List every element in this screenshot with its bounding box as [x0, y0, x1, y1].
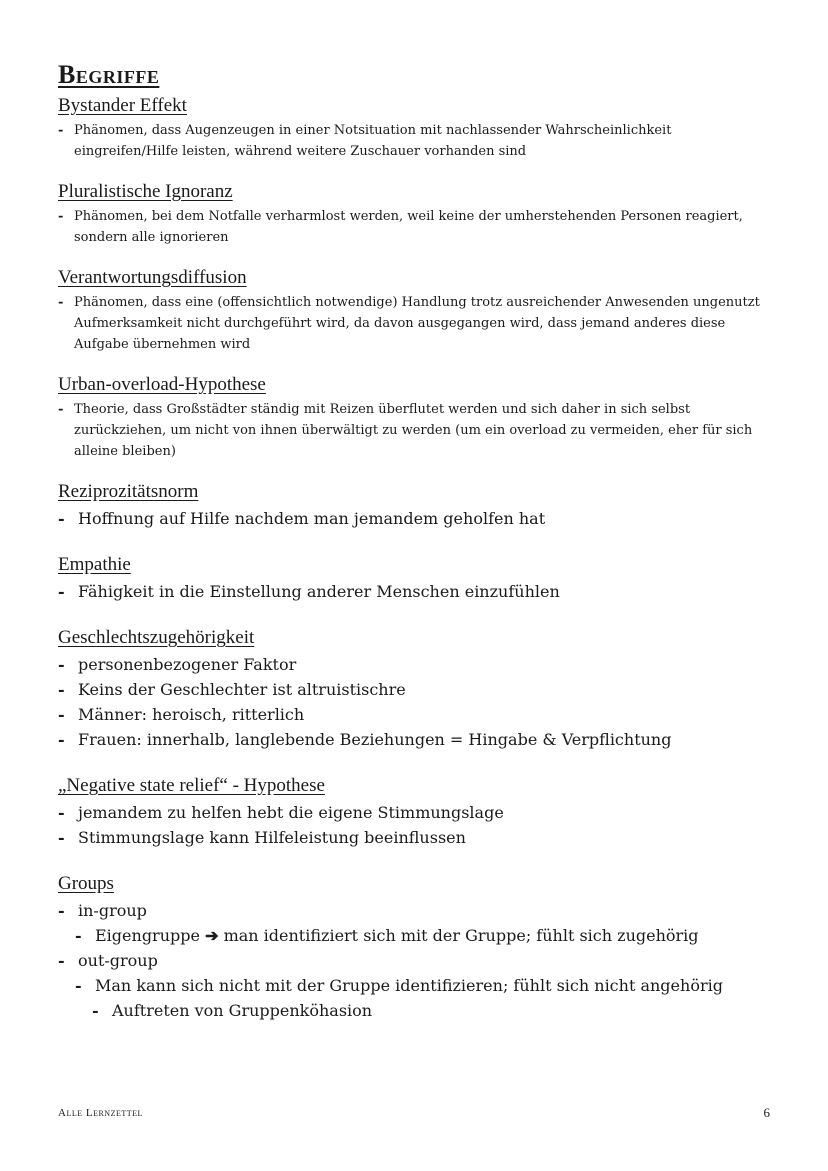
dash-icon: -	[58, 828, 65, 847]
bullet-list	[58, 292, 778, 355]
list-item: - Keins der Geschlechter ist altruistischre	[58, 677, 778, 702]
bullet-list	[58, 506, 778, 531]
section-bystander-effekt	[58, 94, 778, 162]
dash-icon: -	[58, 901, 65, 920]
page-content	[58, 60, 778, 1023]
bullet-list	[58, 579, 778, 604]
section-verantwortungsdiffusion	[58, 266, 778, 355]
list-item: - Frauen: innerhalb, langlebende Beziehungen = Hingabe & Verpflichtung	[58, 727, 778, 752]
list-item: - Phänomen, dass Augenzeugen in einer Notsituation mit nachlassender Wahrscheinlichkeit eingreifen/Hilfe leisten, während weitere Zuschauer vorhanden sind	[58, 120, 778, 162]
bullet-list	[58, 206, 778, 248]
section-empathie	[58, 553, 778, 604]
dash-icon: -	[58, 123, 64, 138]
section-heading: Bystander Effekt	[58, 95, 187, 116]
section-heading: Pluralistische Ignoranz	[58, 181, 233, 202]
dash-icon: -	[58, 705, 65, 724]
dash-icon: -	[75, 926, 82, 945]
section-heading: Empathie	[58, 554, 131, 575]
section-heading: Reziprozitätsnorm	[58, 481, 199, 502]
bullet-list	[58, 898, 778, 1023]
bullet-list	[58, 120, 778, 162]
page-title: Begriffe	[58, 60, 160, 89]
list-item: - Man kann sich nicht mit der Gruppe identifizieren; fühlt sich nicht angehörig	[75, 973, 778, 998]
dash-icon: -	[58, 295, 64, 310]
section-negative-state-relief	[58, 774, 778, 850]
list-item: - Hoffnung auf Hilfe nachdem man jemandem geholfen hat	[58, 506, 778, 531]
list-item: - personenbezogener Faktor	[58, 652, 778, 677]
dash-icon: -	[58, 680, 65, 699]
list-item: - Auftreten von Gruppenköhasion	[92, 998, 778, 1023]
list-item: - Fähigkeit in die Einstellung anderer Menschen einzufühlen	[58, 579, 778, 604]
dash-icon: -	[58, 730, 65, 749]
section-heading: „Negative state relief“ - Hypothese	[58, 775, 325, 796]
list-item: - Männer: heroisch, ritterlich	[58, 702, 778, 727]
list-item: - Phänomen, dass eine (offensichtlich notwendige) Handlung trotz ausreichender Anwesenden ungenutzt Aufmerksamkeit nicht durchgeführt wird, da davon ausgegangen wird, dass jemand anderes diese Aufgabe übernehmen wird	[58, 292, 778, 355]
bullet-list	[58, 399, 778, 462]
list-item: - in-group	[58, 898, 778, 923]
arrow-right-icon: ➔	[205, 926, 219, 945]
dash-icon: -	[75, 976, 82, 995]
footer-label: Alle Lernzettel	[58, 1107, 143, 1119]
section-pluralistische-ignoranz	[58, 180, 778, 248]
page-number: 6	[763, 1105, 770, 1120]
section-reziprozitaetsnorm	[58, 480, 778, 531]
dash-icon: -	[58, 803, 65, 822]
section-heading: Geschlechtszugehörigkeit	[58, 627, 255, 648]
bullet-list	[58, 652, 778, 752]
section-heading: Verantwortungsdiffusion	[58, 267, 247, 288]
dash-icon: -	[58, 951, 65, 970]
list-item: - Stimmungslage kann Hilfeleistung beeinflussen	[58, 825, 778, 850]
list-item: - Eigengruppe ➔ man identifiziert sich mit der Gruppe; fühlt sich zugehörig	[75, 923, 778, 948]
dash-icon: -	[58, 402, 64, 417]
dash-icon: -	[58, 509, 65, 528]
list-item: - out-group	[58, 948, 778, 973]
section-groups	[58, 872, 778, 1023]
list-item: - jemandem zu helfen hebt die eigene Stimmungslage	[58, 800, 778, 825]
bullet-list	[58, 800, 778, 850]
list-item: - Theorie, dass Großstädter ständig mit Reizen überflutet werden und sich daher in sich selbst zurückziehen, um nicht von ihnen überwältigt zu werden (um ein overload zu vermeiden, eher für sich alleine bleiben)	[58, 399, 778, 462]
section-geschlechtszugehoerigkeit	[58, 626, 778, 752]
section-urban-overload	[58, 373, 778, 462]
section-heading: Urban-overload-Hypothese	[58, 374, 266, 395]
dash-icon: -	[58, 582, 65, 601]
section-heading: Groups	[58, 873, 114, 894]
list-item: - Phänomen, bei dem Notfalle verharmlost werden, weil keine der umherstehenden Personen reagiert, sondern alle ignorieren	[58, 206, 778, 248]
dash-icon: -	[58, 655, 65, 674]
dash-icon: -	[58, 209, 64, 224]
dash-icon: -	[92, 1001, 99, 1020]
